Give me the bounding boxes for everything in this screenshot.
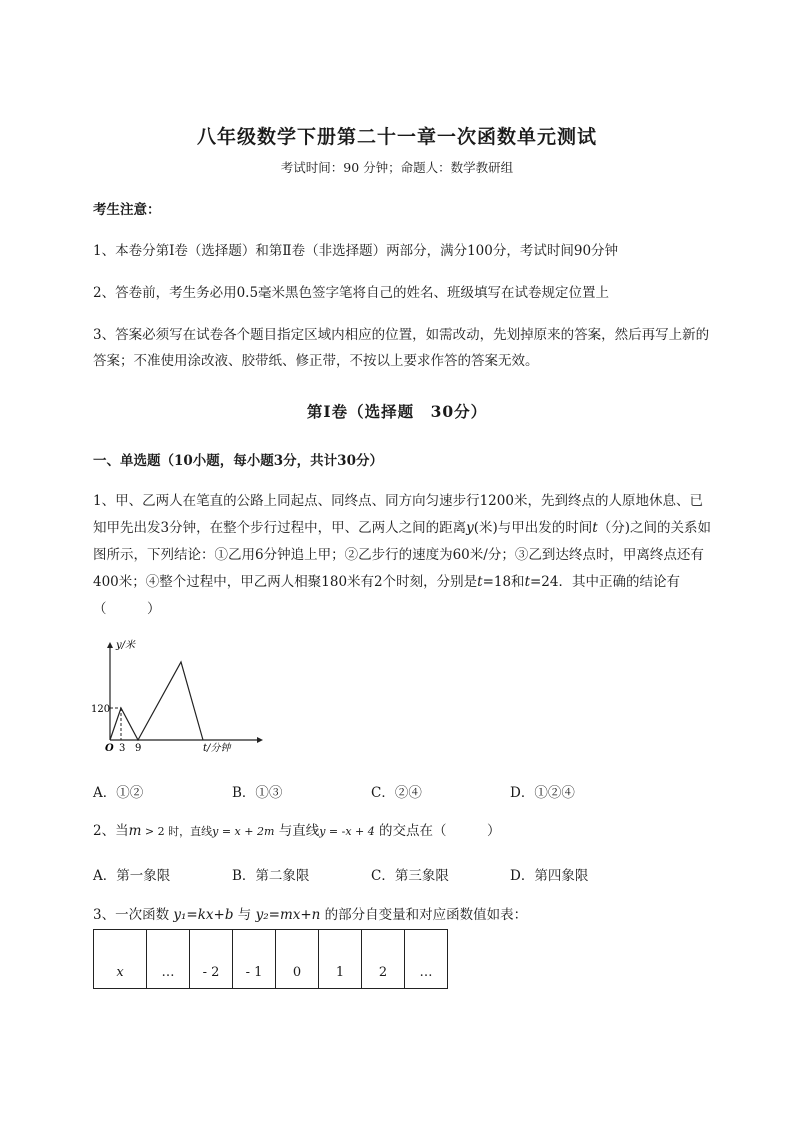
q2-cond-b: > 2 时，直线 [141,825,213,838]
origin-label: O [105,743,114,754]
q1-t2-val: =24．其中正确的结论有（ ） [93,574,680,617]
x-axis-arrow [257,737,263,743]
y-axis-arrow [107,642,113,648]
x-tick-9: 9 [135,743,142,754]
q2-line1: y = x + 2m [212,825,275,838]
q3-f2: y₂=mx+n [255,907,321,923]
q2-option-b[interactable]: B．第二象限 [232,868,310,884]
page-title: 八年级数学下册第二十一章一次函数单元测试 [196,126,597,148]
q1-text-a: 1、甲、乙两人在笔直的公路上同起点、同终点、同方向匀速步行1200米，先到终点的人原地休息、已知甲先出发3分钟，在整个步行过程中，甲、乙两人之间的距离 [93,493,703,536]
note-item-1: 1、本卷分第Ⅰ卷（选择题）和第Ⅱ卷（非选择题）两部分，满分100分，考试时间90分钟 [93,243,619,259]
q1-option-c[interactable]: C．②④ [371,785,422,801]
table-cell-x: x [94,930,147,989]
note-item-3: 3、答案必须写在试卷各个题目指定区域内相应的位置，如需改动，先划掉原来的答案，然后再写上新的答案；不准使用涂改液、胶带纸、修正带，不按以上要求作答的答案无效。 [93,327,710,369]
q2-line2: y = -x + 4 [319,825,375,838]
table-cell: … [405,930,448,989]
note-item-2: 2、答卷前，考生务必用0.5毫米黑色签字笔将自己的姓名、班级填写在试卷规定位置上 [93,285,610,301]
q1-text-c: （分)之间的关系如图所示，下列结论：①乙用6分钟追上甲；②乙步行的速度为60米/分；③乙到达终点时，甲离终点还有400米；④整个过程中，甲乙两人相聚180米有2个时刻，分别是 [93,520,711,590]
table-row [94,930,448,989]
q2-option-d[interactable]: D．第四象限 [510,868,589,884]
question-3-text [93,902,713,928]
table-cell: … [147,930,190,989]
q2-text-a: 2、当 [93,823,129,839]
q3-text-a: 3、一次函数 [93,907,174,923]
q1-option-d[interactable]: D．①②④ [510,785,575,801]
distance-time-graph [85,632,265,757]
exam-info: 考试时间：90 分钟；命题人：数学教研组 [280,160,514,175]
q2-option-a[interactable]: A．第一象限 [93,868,171,884]
q2-text-c: 的交点在（ ） [374,823,501,839]
q3-text-b: 与 [233,907,256,923]
q1-text-b: (米)与甲出发的时间 [473,520,593,536]
q3-text-c: 的部分自变量和对应函数值如表： [320,907,528,923]
question-2-text [93,818,713,845]
q2-option-c[interactable]: C．第三象限 [371,868,449,884]
table-cell: - 1 [233,930,276,989]
distance-curve [110,662,203,740]
q3-value-table [93,929,448,989]
q1-options [93,781,713,801]
section-title: 第Ⅰ卷（选择题 30分） [306,402,488,421]
q2-options [93,864,713,884]
q2-cond: m [128,823,142,839]
q1-t1-val: =18和 [482,574,525,590]
q1-var-t: t [592,520,598,536]
table-cell: 0 [276,930,319,989]
table-cell: - 2 [190,930,233,989]
q3-f1: y₁=kx+b [173,907,234,923]
q1-t1: t [477,574,483,590]
q1-var-y: y [466,520,474,536]
q1-t2: t [524,574,530,590]
x-axis-label: t/分钟 [203,743,231,754]
notes-heading: 考生注意： [93,202,161,218]
q1-option-b[interactable]: B．①③ [232,785,283,801]
table-cell: 1 [319,930,362,989]
table-cell: 2 [362,930,405,989]
q1-option-a[interactable]: A．①② [93,785,144,801]
question-1-text [93,488,713,623]
q2-text-b: 与直线 [274,823,320,839]
y-axis-label: y/米 [116,640,136,651]
y-tick-120: 120 [91,704,111,715]
x-tick-3: 3 [119,743,126,754]
part-heading: 一、单选题（10小题，每小题3分，共计30分） [93,453,383,469]
